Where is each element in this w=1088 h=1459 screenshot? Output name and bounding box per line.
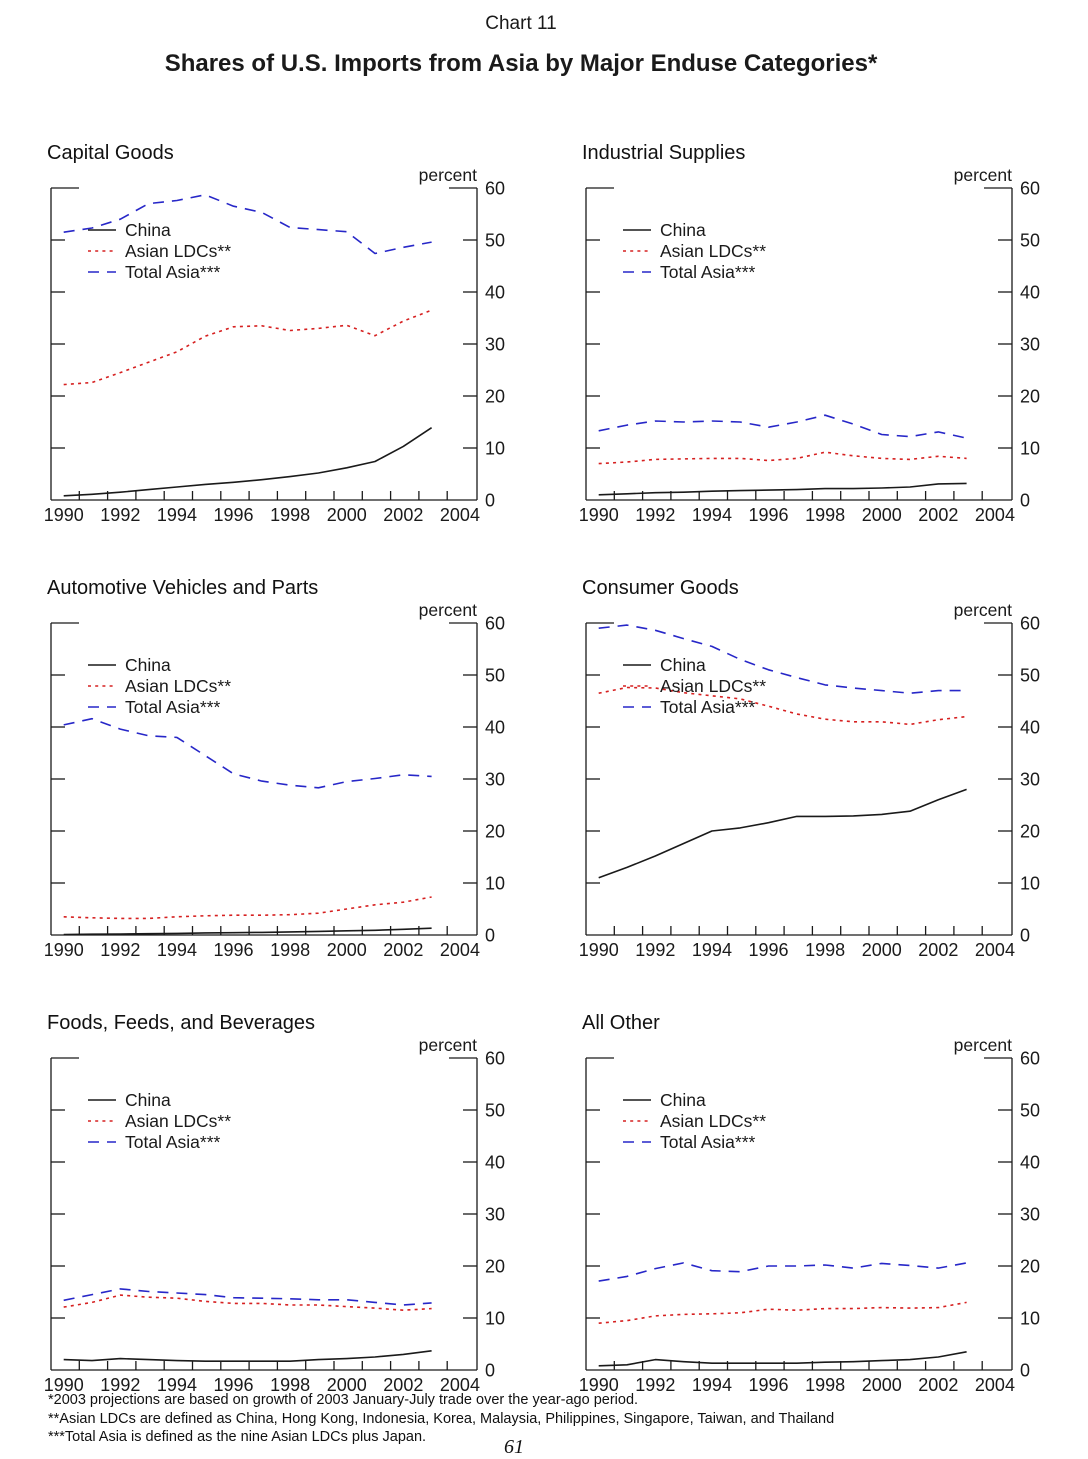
series-line-asian-ldcs	[64, 310, 432, 384]
x-tick-label: 2004	[974, 940, 1015, 960]
y-tick-label: 0	[485, 925, 496, 946]
y-tick-label: 0	[485, 1360, 496, 1381]
series-line-total-asia	[599, 1263, 967, 1281]
legend-label-asian-ldcs: Asian LDCs**	[660, 676, 767, 696]
legend-label-total-asia: Total Asia***	[125, 697, 221, 717]
y-tick-label: 0	[1020, 490, 1031, 511]
line-chart	[30, 575, 535, 970]
y-tick-label: 30	[485, 1204, 506, 1225]
x-tick-label: 1998	[805, 1375, 846, 1395]
chart-panel	[565, 1010, 1070, 1405]
series-line-china	[64, 428, 432, 496]
x-tick-label: 2002	[383, 505, 424, 525]
y-tick-label: 60	[1020, 1048, 1041, 1069]
y-tick-label: 40	[1020, 717, 1041, 738]
x-tick-label: 1998	[270, 505, 311, 525]
legend-label-china: China	[660, 655, 706, 675]
y-tick-label: 10	[485, 873, 506, 894]
x-tick-label: 1990	[578, 1375, 619, 1395]
x-tick-label: 1990	[578, 940, 619, 960]
x-tick-label: 1992	[635, 1375, 676, 1395]
x-tick-label: 1996	[213, 505, 254, 525]
y-tick-label: 30	[1020, 1204, 1041, 1225]
series-line-china	[599, 483, 967, 494]
legend-label-total-asia: Total Asia***	[660, 262, 756, 282]
legend-label-asian-ldcs: Asian LDCs**	[125, 241, 232, 261]
footnotes	[48, 1391, 834, 1447]
legend-label-asian-ldcs: Asian LDCs**	[125, 676, 232, 696]
x-tick-label: 2004	[974, 1375, 1015, 1395]
x-tick-label: 1994	[156, 1375, 197, 1395]
series-line-china	[64, 1351, 432, 1361]
x-tick-label: 1992	[100, 1375, 141, 1395]
y-axis-unit-label: percent	[418, 1035, 477, 1055]
chart-panel	[565, 140, 1070, 535]
y-tick-label: 60	[485, 178, 506, 199]
legend-label-china: China	[125, 655, 171, 675]
y-axis-unit-label: percent	[953, 600, 1012, 620]
y-tick-label: 30	[485, 769, 506, 790]
y-tick-label: 20	[485, 821, 506, 842]
y-tick-label: 0	[1020, 1360, 1031, 1381]
page-title: Shares of U.S. Imports from Asia by Major Enduse Categories*	[164, 50, 878, 77]
series-line-total-asia	[599, 625, 967, 693]
y-tick-label: 30	[1020, 769, 1041, 790]
x-tick-label: 2000	[326, 505, 367, 525]
x-tick-label: 1992	[100, 505, 141, 525]
line-chart	[565, 140, 1070, 535]
x-tick-label: 2002	[383, 940, 424, 960]
chart-title: Foods, Feeds, and Beverages	[47, 1012, 315, 1034]
x-tick-label: 2002	[918, 940, 959, 960]
y-tick-label: 10	[1020, 438, 1041, 459]
x-tick-label: 1996	[213, 940, 254, 960]
y-tick-label: 0	[485, 490, 496, 511]
y-axis-unit-label: percent	[418, 165, 477, 185]
legend-label-total-asia: Total Asia***	[660, 1132, 756, 1152]
x-tick-label: 2004	[974, 505, 1015, 525]
series-line-total-asia	[599, 415, 967, 438]
legend-label-asian-ldcs: Asian LDCs**	[660, 1111, 767, 1131]
series-line-china	[599, 1352, 967, 1366]
chart-title: Consumer Goods	[582, 577, 739, 599]
x-tick-label: 2000	[326, 1375, 367, 1395]
chart-title: All Other	[582, 1012, 660, 1034]
x-tick-label: 1996	[748, 1375, 789, 1395]
series-line-china	[599, 789, 967, 877]
x-tick-label: 2004	[439, 1375, 480, 1395]
x-tick-label: 1994	[156, 940, 197, 960]
y-tick-label: 50	[1020, 1100, 1041, 1121]
page-number: 61	[504, 1436, 524, 1458]
y-tick-label: 10	[1020, 873, 1041, 894]
x-tick-label: 1998	[805, 505, 846, 525]
y-tick-label: 50	[485, 1100, 506, 1121]
chart-title: Automotive Vehicles and Parts	[47, 577, 319, 599]
y-tick-label: 20	[485, 386, 506, 407]
y-tick-label: 40	[485, 282, 506, 303]
x-tick-label: 2002	[918, 1375, 959, 1395]
x-tick-label: 2002	[918, 505, 959, 525]
legend-label-total-asia: Total Asia***	[125, 262, 221, 282]
legend-label-asian-ldcs: Asian LDCs**	[125, 1111, 232, 1131]
y-tick-label: 40	[1020, 282, 1041, 303]
x-tick-label: 2000	[861, 940, 902, 960]
x-tick-label: 2000	[861, 505, 902, 525]
x-tick-label: 1996	[748, 505, 789, 525]
y-tick-label: 50	[485, 230, 506, 251]
line-chart	[30, 140, 535, 535]
x-tick-label: 1990	[43, 505, 84, 525]
x-tick-label: 1990	[43, 1375, 84, 1395]
y-tick-label: 10	[1020, 1308, 1041, 1329]
y-tick-label: 50	[1020, 230, 1041, 251]
x-tick-label: 1992	[635, 940, 676, 960]
y-tick-label: 40	[1020, 1152, 1041, 1173]
footnote-asian-ldcs-definition: **Asian LDCs are defined as China, Hong Kong, Indonesia, Korea, Malaysia, Philippines, Singapore, Taiwan, and Thailand	[48, 1410, 835, 1427]
y-tick-label: 20	[485, 1256, 506, 1277]
line-chart	[565, 575, 1070, 970]
legend-label-china: China	[660, 220, 706, 240]
legend-label-asian-ldcs: Asian LDCs**	[660, 241, 767, 261]
chart-title: Industrial Supplies	[582, 142, 746, 164]
legend-label-total-asia: Total Asia***	[125, 1132, 221, 1152]
x-tick-label: 1992	[100, 940, 141, 960]
y-axis-unit-label: percent	[953, 1035, 1012, 1055]
series-line-total-asia	[64, 195, 432, 254]
series-line-asian-ldcs	[599, 1302, 967, 1323]
chart-title: Capital Goods	[47, 142, 174, 164]
line-chart	[30, 1010, 535, 1405]
series-line-china	[64, 928, 432, 934]
y-tick-label: 10	[485, 438, 506, 459]
y-tick-label: 40	[485, 717, 506, 738]
x-tick-label: 1990	[43, 940, 84, 960]
x-tick-label: 1994	[691, 1375, 732, 1395]
line-chart	[565, 1010, 1070, 1405]
y-tick-label: 50	[1020, 665, 1041, 686]
y-tick-label: 60	[485, 1048, 506, 1069]
x-tick-label: 1992	[635, 505, 676, 525]
x-tick-label: 1998	[270, 940, 311, 960]
series-line-total-asia	[64, 1289, 432, 1305]
y-tick-label: 20	[1020, 1256, 1041, 1277]
footnote-total-asia-definition: ***Total Asia is defined as the nine Asian LDCs plus Japan.	[48, 1429, 427, 1445]
legend-label-china: China	[660, 1090, 706, 1110]
y-axis-unit-label: percent	[418, 600, 477, 620]
y-tick-label: 20	[1020, 386, 1041, 407]
y-tick-label: 60	[1020, 613, 1041, 634]
y-tick-label: 30	[485, 334, 506, 355]
chart-panel	[30, 140, 535, 535]
x-tick-label: 1994	[156, 505, 197, 525]
footnote-projections: *2003 projections are based on growth of 2003 January-July trade over the year-ago period.	[48, 1392, 639, 1408]
legend-label-total-asia: Total Asia***	[660, 697, 756, 717]
x-tick-label: 1996	[748, 940, 789, 960]
x-tick-label: 2004	[439, 940, 480, 960]
chart-panel	[30, 1010, 535, 1405]
x-tick-label: 1996	[213, 1375, 254, 1395]
y-axis-unit-label: percent	[953, 165, 1012, 185]
x-tick-label: 1994	[691, 505, 732, 525]
series-line-asian-ldcs	[599, 688, 967, 725]
legend-label-china: China	[125, 1090, 171, 1110]
x-tick-label: 2002	[383, 1375, 424, 1395]
x-tick-label: 1994	[691, 940, 732, 960]
series-line-total-asia	[64, 719, 432, 788]
y-tick-label: 60	[485, 613, 506, 634]
x-tick-label: 2000	[326, 940, 367, 960]
y-tick-label: 40	[485, 1152, 506, 1173]
chart-number-label: Chart 11	[485, 13, 557, 34]
legend-label-china: China	[125, 220, 171, 240]
chart-panel	[30, 575, 535, 970]
series-line-asian-ldcs	[64, 897, 432, 918]
x-tick-label: 2000	[861, 1375, 902, 1395]
x-tick-label: 1998	[270, 1375, 311, 1395]
x-tick-label: 1998	[805, 940, 846, 960]
x-tick-label: 2004	[439, 505, 480, 525]
x-tick-label: 1990	[578, 505, 619, 525]
y-tick-label: 0	[1020, 925, 1031, 946]
series-line-asian-ldcs	[599, 452, 967, 463]
y-tick-label: 30	[1020, 334, 1041, 355]
y-tick-label: 60	[1020, 178, 1041, 199]
y-tick-label: 50	[485, 665, 506, 686]
y-tick-label: 10	[485, 1308, 506, 1329]
y-tick-label: 20	[1020, 821, 1041, 842]
chart-panel	[565, 575, 1070, 970]
